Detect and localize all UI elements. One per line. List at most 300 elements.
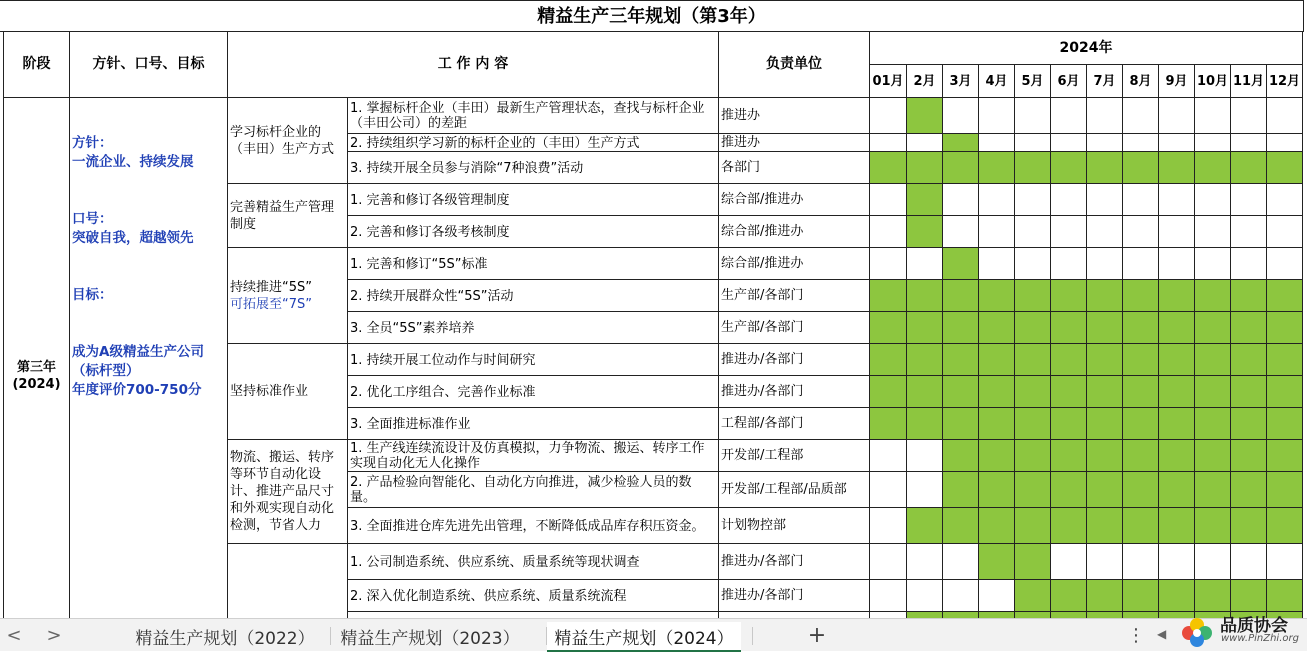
gantt-cell[interactable] (979, 472, 1015, 508)
gantt-cell[interactable] (870, 580, 907, 612)
gantt-cell[interactable] (870, 280, 907, 312)
header-month-text: 01月 (872, 73, 904, 89)
header-month[interactable] (1231, 65, 1267, 98)
gantt-cell[interactable] (1087, 216, 1123, 248)
work-text: 2. 持续开展群众性“5S”活动 (350, 288, 514, 304)
header-policy-text: 方针、口号、目标 (92, 56, 205, 72)
dept-cell[interactable] (719, 248, 870, 280)
gantt-cell[interactable] (1123, 216, 1159, 248)
watermark-name: 品质协会 (1220, 616, 1288, 636)
gantt-cell[interactable] (1087, 344, 1123, 376)
gantt-cell[interactable] (1159, 184, 1195, 216)
gantt-cell[interactable] (1267, 312, 1303, 344)
gantt-cell[interactable] (943, 216, 979, 248)
gantt-cell[interactable] (1123, 98, 1159, 134)
work-text: 2. 优化工序组合、完善作业标准 (350, 384, 536, 400)
work-cell[interactable] (348, 344, 719, 376)
gantt-cell[interactable] (1231, 134, 1267, 152)
gantt-cell[interactable] (1159, 580, 1195, 612)
gantt-cell[interactable] (1267, 280, 1303, 312)
gantt-cell[interactable] (979, 134, 1015, 152)
gantt-cell[interactable] (1087, 152, 1123, 184)
gantt-cell[interactable] (1051, 98, 1087, 134)
work-cell[interactable] (348, 152, 719, 184)
gantt-cell[interactable] (1015, 280, 1051, 312)
gantt-cell[interactable] (1123, 408, 1159, 440)
dept-cell[interactable] (719, 580, 870, 612)
gantt-cell[interactable] (1087, 544, 1123, 580)
dept-cell[interactable] (719, 508, 870, 544)
gantt-cell[interactable] (1015, 408, 1051, 440)
gantt-cell[interactable] (1267, 544, 1303, 580)
gantt-cell[interactable] (979, 440, 1015, 472)
gantt-cell[interactable] (1015, 98, 1051, 134)
gantt-cell[interactable] (1051, 216, 1087, 248)
gantt-cell[interactable] (907, 184, 943, 216)
gantt-cell[interactable] (1051, 544, 1087, 580)
gantt-cell[interactable] (1195, 376, 1231, 408)
gantt-cell[interactable] (1159, 472, 1195, 508)
gantt-cell[interactable] (1159, 280, 1195, 312)
tab-plan-2024[interactable]: 精益生产规划（2024） (547, 622, 741, 652)
gantt-cell[interactable] (1159, 248, 1195, 280)
gantt-cell[interactable] (870, 408, 907, 440)
gantt-cell[interactable] (907, 312, 943, 344)
watermark-logo (1175, 609, 1303, 649)
gantt-cell[interactable] (1087, 312, 1123, 344)
gantt-cell[interactable] (1051, 280, 1087, 312)
header-month[interactable] (870, 65, 907, 98)
gantt-cell[interactable] (1015, 472, 1051, 508)
gantt-cell[interactable] (943, 312, 979, 344)
gantt-cell[interactable] (1267, 472, 1303, 508)
gantt-cell[interactable] (1231, 98, 1267, 134)
gantt-cell[interactable] (1159, 152, 1195, 184)
gantt-cell[interactable] (1159, 312, 1195, 344)
dept-cell[interactable] (719, 544, 870, 580)
gantt-cell[interactable] (870, 216, 907, 248)
gantt-cell[interactable] (1267, 580, 1303, 612)
gantt-cell[interactable] (1015, 312, 1051, 344)
gantt-cell[interactable] (1015, 184, 1051, 216)
category-cell[interactable] (228, 440, 348, 544)
gantt-cell[interactable] (907, 544, 943, 580)
phase-cell[interactable] (4, 98, 70, 618)
gantt-cell[interactable] (870, 134, 907, 152)
gantt-cell[interactable] (943, 134, 979, 152)
gantt-cell[interactable] (1051, 408, 1087, 440)
gantt-cell[interactable] (1231, 184, 1267, 216)
gantt-cell[interactable] (979, 408, 1015, 440)
gantt-cell[interactable] (943, 544, 979, 580)
gantt-cell[interactable] (1015, 376, 1051, 408)
work-text: 2. 完善和修订各级考核制度 (350, 224, 510, 240)
gantt-cell[interactable] (870, 472, 907, 508)
header-policy[interactable] (70, 32, 228, 98)
prev-sheet-arrow-icon[interactable]: < (6, 625, 22, 646)
gantt-cell[interactable] (1267, 440, 1303, 472)
gantt-cell[interactable] (1195, 184, 1231, 216)
header-month[interactable] (1087, 65, 1123, 98)
gantt-cell[interactable] (1123, 344, 1159, 376)
gantt-cell[interactable] (1051, 152, 1087, 184)
work-text: 1. 完善和修订“5S”标准 (350, 256, 488, 272)
gantt-cell[interactable] (979, 184, 1015, 216)
work-cell[interactable] (348, 440, 719, 472)
dept-cell[interactable] (719, 312, 870, 344)
category-text: 物流、搬运、转序等环节自动化设计、推进产品尺寸和外观实现自动化检测，节省人力 (230, 450, 335, 533)
dept-cell[interactable] (719, 280, 870, 312)
gantt-cell[interactable] (1123, 134, 1159, 152)
gantt-cell[interactable] (1123, 508, 1159, 544)
policy-line (72, 191, 225, 210)
work-text: 3. 持续开展全员参与消除“7种浪费”活动 (350, 160, 584, 176)
dept-text: 各部门 (721, 160, 761, 175)
gantt-cell[interactable] (943, 580, 979, 612)
gantt-cell[interactable] (1087, 508, 1123, 544)
work-cell[interactable] (348, 248, 719, 280)
header-month-text: 2月 (913, 73, 936, 89)
gantt-cell[interactable] (907, 344, 943, 376)
header-month[interactable] (979, 65, 1015, 98)
gantt-cell[interactable] (870, 248, 907, 280)
gantt-cell[interactable] (1195, 152, 1231, 184)
header-phase[interactable] (4, 32, 70, 98)
gantt-cell[interactable] (1231, 544, 1267, 580)
gantt-cell[interactable] (1231, 152, 1267, 184)
dept-text: 推进办 (721, 108, 761, 123)
gantt-cell[interactable] (1051, 184, 1087, 216)
dept-text: 推进办/各部门 (721, 588, 804, 603)
header-month-text: 12月 (1268, 73, 1301, 89)
work-cell[interactable] (348, 216, 719, 248)
gantt-cell[interactable] (1267, 376, 1303, 408)
dept-text: 工程部/各部门 (721, 416, 804, 431)
gantt-cell[interactable] (870, 152, 907, 184)
header-month[interactable] (1051, 65, 1087, 98)
category-cell[interactable] (228, 184, 348, 248)
header-month-text: 7月 (1093, 73, 1116, 89)
gantt-cell[interactable] (1123, 580, 1159, 612)
more-options-icon[interactable]: ⋮ (1127, 625, 1145, 646)
gantt-cell[interactable] (979, 344, 1015, 376)
gantt-cell[interactable] (1051, 344, 1087, 376)
category-text: 完善精益生产管理制度 (230, 199, 335, 232)
header-work[interactable] (228, 32, 719, 98)
gantt-cell[interactable] (1015, 216, 1051, 248)
gantt-cell[interactable] (1087, 98, 1123, 134)
work-cell[interactable] (348, 472, 719, 508)
policy-line: 年度评价700-750分 (72, 382, 202, 398)
gantt-cell[interactable] (979, 280, 1015, 312)
gantt-cell[interactable] (943, 408, 979, 440)
gantt-cell[interactable] (943, 344, 979, 376)
gantt-cell[interactable] (1159, 134, 1195, 152)
gantt-cell[interactable] (1123, 376, 1159, 408)
gantt-cell[interactable] (979, 376, 1015, 408)
gantt-cell[interactable] (1015, 248, 1051, 280)
gantt-cell[interactable] (1267, 408, 1303, 440)
tab-plan-2023[interactable]: 精益生产规划（2023） (340, 628, 520, 649)
gantt-cell[interactable] (1051, 440, 1087, 472)
dept-cell[interactable] (719, 98, 870, 134)
gantt-cell[interactable] (1087, 184, 1123, 216)
policy-cell[interactable] (70, 98, 228, 618)
gantt-cell[interactable] (907, 580, 943, 612)
dept-cell[interactable] (719, 344, 870, 376)
gantt-cell[interactable] (1231, 344, 1267, 376)
dept-cell[interactable] (719, 408, 870, 440)
dept-cell[interactable] (719, 440, 870, 472)
gantt-cell[interactable] (1231, 508, 1267, 544)
dept-cell[interactable] (719, 216, 870, 248)
work-text: 1. 公司制造系统、供应系统、质量系统等现状调查 (350, 554, 640, 570)
category-cell[interactable] (228, 248, 348, 344)
gantt-cell[interactable] (907, 508, 943, 544)
work-cell[interactable] (348, 408, 719, 440)
category-text: 坚持标准作业 (230, 384, 309, 399)
gantt-cell[interactable] (1123, 184, 1159, 216)
dept-cell[interactable] (719, 152, 870, 184)
header-month[interactable] (1123, 65, 1159, 98)
gantt-cell[interactable] (1267, 134, 1303, 152)
gantt-cell[interactable] (1051, 312, 1087, 344)
gantt-cell[interactable] (943, 376, 979, 408)
gantt-cell[interactable] (1051, 580, 1087, 612)
work-text: 2. 产品检验向智能化、自动化方向推进，减少检验人员的数量。 (350, 475, 692, 505)
gantt-cell[interactable] (979, 98, 1015, 134)
gantt-cell[interactable] (1015, 440, 1051, 472)
work-cell[interactable] (348, 508, 719, 544)
gantt-cell[interactable] (1051, 472, 1087, 508)
header-phase-text: 阶段 (22, 56, 51, 72)
sheet-title-text: 精益生产三年规划（第3年） (537, 5, 766, 27)
gantt-cell[interactable] (943, 152, 979, 184)
gantt-cell[interactable] (979, 216, 1015, 248)
gantt-cell[interactable] (1051, 248, 1087, 280)
gantt-cell[interactable] (1015, 344, 1051, 376)
gantt-cell[interactable] (979, 580, 1015, 612)
work-cell[interactable] (348, 98, 719, 134)
work-cell[interactable] (348, 280, 719, 312)
gantt-cell[interactable] (979, 544, 1015, 580)
gantt-cell[interactable] (1195, 472, 1231, 508)
category-cell[interactable] (228, 344, 348, 440)
work-cell[interactable] (348, 376, 719, 408)
gantt-cell[interactable] (1087, 472, 1123, 508)
gantt-cell[interactable] (870, 312, 907, 344)
gantt-cell[interactable] (907, 152, 943, 184)
gantt-cell[interactable] (1267, 508, 1303, 544)
header-month[interactable] (1195, 65, 1231, 98)
gantt-cell[interactable] (870, 440, 907, 472)
gantt-cell[interactable] (1231, 472, 1267, 508)
gantt-cell[interactable] (1159, 408, 1195, 440)
gantt-cell[interactable] (907, 440, 943, 472)
tab-plan-2022[interactable]: 精益生产规划（2022） (135, 628, 315, 649)
gantt-cell[interactable] (1123, 472, 1159, 508)
gantt-cell[interactable] (943, 184, 979, 216)
gantt-cell[interactable] (1087, 376, 1123, 408)
gantt-cell[interactable] (870, 376, 907, 408)
gantt-cell[interactable] (1087, 280, 1123, 312)
gantt-cell[interactable] (1123, 248, 1159, 280)
gantt-cell[interactable] (1087, 580, 1123, 612)
gantt-cell[interactable] (1159, 216, 1195, 248)
gantt-cell[interactable] (1015, 544, 1051, 580)
gantt-cell[interactable] (870, 184, 907, 216)
gantt-cell[interactable] (907, 376, 943, 408)
gantt-cell[interactable] (907, 408, 943, 440)
gantt-cell[interactable] (907, 98, 943, 134)
gantt-cell[interactable] (943, 472, 979, 508)
gantt-cell[interactable] (1231, 580, 1267, 612)
gantt-cell[interactable] (1231, 280, 1267, 312)
gantt-cell[interactable] (1231, 376, 1267, 408)
policy-line (72, 267, 225, 286)
header-month[interactable] (1159, 65, 1195, 98)
gantt-cell[interactable] (1015, 134, 1051, 152)
gantt-cell[interactable] (907, 280, 943, 312)
dept-text: 推进办/各部门 (721, 352, 804, 367)
gantt-cell[interactable] (1159, 376, 1195, 408)
scroll-left-icon[interactable]: ◀ (1157, 627, 1167, 641)
gantt-cell[interactable] (1195, 580, 1231, 612)
gantt-cell[interactable] (979, 508, 1015, 544)
sheet-tab-bar (0, 618, 1307, 651)
dept-text: 开发部/工程部/品质部 (721, 482, 847, 497)
gantt-cell[interactable] (979, 312, 1015, 344)
gantt-cell[interactable] (1087, 440, 1123, 472)
gantt-cell[interactable] (1267, 344, 1303, 376)
gantt-cell[interactable] (1123, 440, 1159, 472)
gantt-cell[interactable] (1195, 248, 1231, 280)
gantt-cell[interactable] (1123, 544, 1159, 580)
gantt-cell[interactable] (979, 248, 1015, 280)
gantt-cell[interactable] (907, 248, 943, 280)
gantt-cell[interactable] (1051, 376, 1087, 408)
gantt-cell[interactable] (1087, 134, 1123, 152)
gantt-cell[interactable] (1159, 440, 1195, 472)
gantt-cell[interactable] (979, 152, 1015, 184)
dept-text: 推进办/各部门 (721, 384, 804, 399)
header-month[interactable] (907, 65, 943, 98)
gantt-cell[interactable] (870, 98, 907, 134)
gantt-cell[interactable] (1195, 98, 1231, 134)
gantt-cell[interactable] (1159, 98, 1195, 134)
gantt-cell[interactable] (870, 544, 907, 580)
gantt-cell[interactable] (1231, 440, 1267, 472)
header-month-text: 11月 (1232, 73, 1265, 89)
category-cell[interactable] (228, 98, 348, 184)
gantt-cell[interactable] (1195, 312, 1231, 344)
header-month-text: 4月 (985, 73, 1008, 89)
gantt-cell[interactable] (1123, 280, 1159, 312)
gantt-cell[interactable] (1159, 344, 1195, 376)
gantt-cell[interactable] (1195, 508, 1231, 544)
work-cell[interactable] (348, 134, 719, 152)
gantt-cell[interactable] (1195, 280, 1231, 312)
gantt-cell[interactable] (870, 344, 907, 376)
header-year[interactable] (870, 32, 1303, 65)
header-dept[interactable] (719, 32, 870, 98)
gantt-cell[interactable] (1051, 508, 1087, 544)
dept-cell[interactable] (719, 472, 870, 508)
gantt-cell[interactable] (1231, 312, 1267, 344)
policy-line: 突破自我，超越领先 (72, 230, 194, 246)
header-month[interactable] (943, 65, 979, 98)
watermark-url: www.PinZhi.org (1221, 633, 1299, 644)
dept-cell[interactable] (719, 184, 870, 216)
gantt-cell[interactable] (1195, 134, 1231, 152)
work-cell[interactable] (348, 580, 719, 612)
gantt-cell[interactable] (1267, 184, 1303, 216)
gantt-cell[interactable] (1015, 152, 1051, 184)
gantt-cell[interactable] (1015, 508, 1051, 544)
sheet-title[interactable] (0, 0, 1304, 32)
category-label (230, 449, 345, 534)
gantt-cell[interactable] (1159, 544, 1195, 580)
gantt-cell[interactable] (943, 248, 979, 280)
gantt-cell[interactable] (1231, 248, 1267, 280)
gantt-cell[interactable] (943, 280, 979, 312)
policy-line (72, 305, 225, 324)
gantt-cell[interactable] (1159, 508, 1195, 544)
gantt-cell[interactable] (1195, 216, 1231, 248)
gantt-cell[interactable] (943, 98, 979, 134)
dept-text: 生产部/各部门 (721, 288, 804, 303)
gantt-cell[interactable] (1231, 216, 1267, 248)
gantt-cell[interactable] (1051, 134, 1087, 152)
header-month[interactable] (1015, 65, 1051, 98)
gantt-cell[interactable] (1087, 408, 1123, 440)
gantt-cell[interactable] (1195, 440, 1231, 472)
gantt-cell[interactable] (1267, 248, 1303, 280)
work-cell[interactable] (348, 544, 719, 580)
gantt-cell[interactable] (907, 472, 943, 508)
gantt-cell[interactable] (1267, 98, 1303, 134)
gantt-cell[interactable] (1195, 408, 1231, 440)
work-cell[interactable] (348, 312, 719, 344)
gantt-cell[interactable] (1231, 408, 1267, 440)
dept-cell[interactable] (719, 376, 870, 408)
gantt-cell[interactable] (943, 508, 979, 544)
next-sheet-arrow-icon[interactable]: > (46, 625, 62, 646)
header-work-text: 工 作 内 容 (437, 56, 509, 72)
gantt-cell[interactable] (1087, 248, 1123, 280)
gantt-cell[interactable] (1195, 344, 1231, 376)
work-cell[interactable] (348, 184, 719, 216)
gantt-cell[interactable] (1267, 152, 1303, 184)
gantt-cell[interactable] (907, 134, 943, 152)
gantt-cell[interactable] (1015, 580, 1051, 612)
header-month[interactable] (1267, 65, 1303, 98)
add-sheet-button[interactable]: + (807, 623, 827, 648)
category-cell[interactable] (228, 544, 348, 618)
gantt-cell[interactable] (907, 216, 943, 248)
gantt-cell[interactable] (870, 508, 907, 544)
dept-text: 综合部/推进办 (721, 256, 804, 271)
gantt-cell[interactable] (1123, 152, 1159, 184)
category-text: 持续推进“5S” (230, 279, 312, 295)
gantt-cell[interactable] (943, 440, 979, 472)
gantt-cell[interactable] (1123, 312, 1159, 344)
work-text: 3. 全面推进标准作业 (350, 416, 471, 432)
dept-text: 综合部/推进办 (721, 192, 804, 207)
dept-cell[interactable] (719, 134, 870, 152)
gantt-cell[interactable] (1195, 544, 1231, 580)
gantt-cell[interactable] (1267, 216, 1303, 248)
